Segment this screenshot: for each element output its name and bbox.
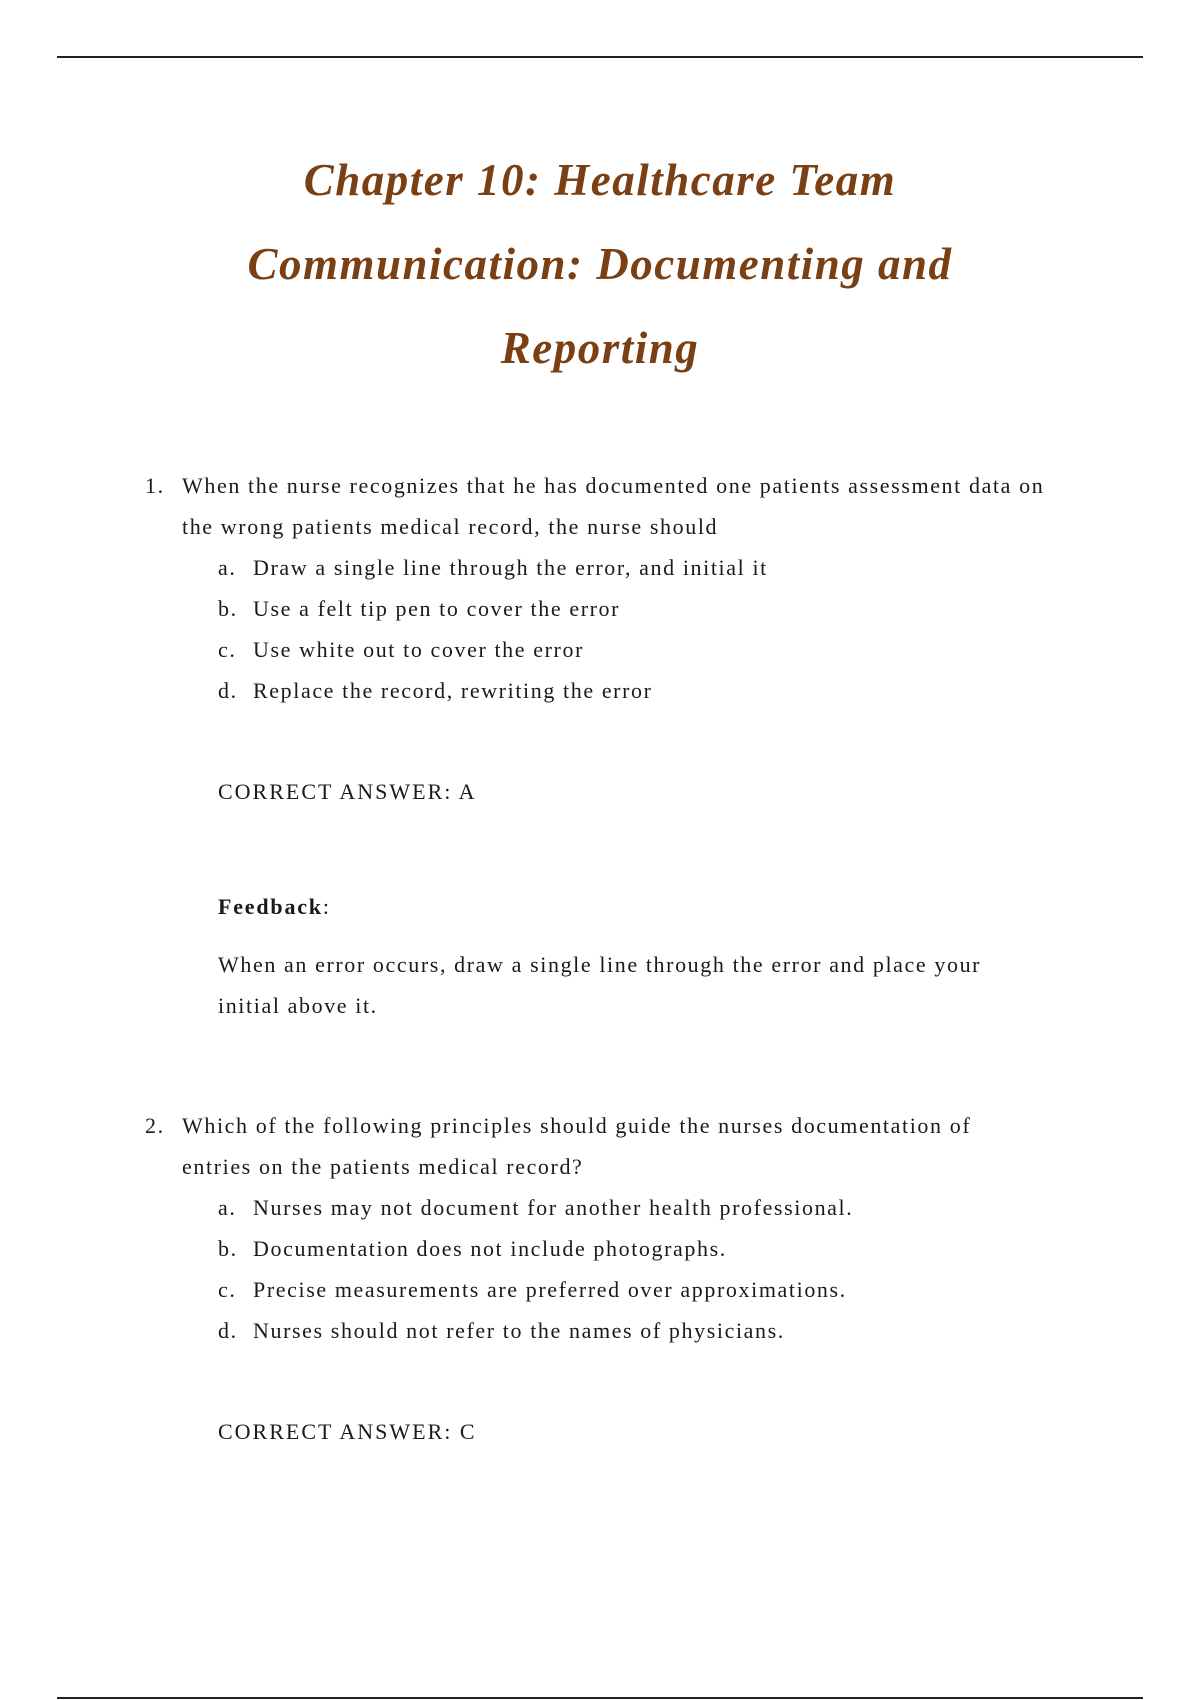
option-text: Precise measurements are preferred over approximations. xyxy=(253,1277,847,1302)
option-c xyxy=(145,1269,1045,1310)
option-a xyxy=(145,1187,1045,1228)
option-list xyxy=(145,1187,1045,1351)
header-rule xyxy=(57,56,1143,58)
correct-answer: CORRECT ANSWER: A xyxy=(218,779,477,804)
option-text: Documentation does not include photographs. xyxy=(253,1236,727,1261)
question-stem xyxy=(145,1105,1045,1187)
question-2 xyxy=(145,1105,1045,1452)
option-letter: c. xyxy=(218,637,237,662)
question-stem xyxy=(145,465,1045,547)
option-text: Nurses may not document for another health professional. xyxy=(253,1195,854,1220)
option-b xyxy=(145,588,1045,629)
feedback-colon: : xyxy=(322,894,331,919)
page-title xyxy=(180,138,1020,390)
option-list xyxy=(145,547,1045,711)
question-text: Which of the following principles should guide the nurses documentation of entries on the patients medical record? xyxy=(182,1113,972,1179)
option-text: Use white out to cover the error xyxy=(253,637,584,662)
feedback-text: When an error occurs, draw a single line through the error and place your initial above it. xyxy=(218,952,982,1018)
title-line-3: Reporting xyxy=(500,323,700,373)
feedback-label: Feedback xyxy=(218,894,323,919)
option-c xyxy=(145,629,1045,670)
title-line-2: Communication: Documenting and xyxy=(247,239,953,289)
option-text: Nurses should not refer to the names of physicians. xyxy=(253,1318,785,1343)
option-letter: d. xyxy=(218,678,238,703)
option-a xyxy=(145,547,1045,588)
option-d xyxy=(145,670,1045,711)
footer-rule xyxy=(57,1697,1143,1699)
option-letter: a. xyxy=(218,555,237,580)
option-letter: b. xyxy=(218,596,238,621)
question-number: 2. xyxy=(145,1113,165,1138)
question-text: When the nurse recognizes that he has documented one patients assessment data on the wrong patients medical record, the nurse should xyxy=(182,473,1045,539)
question-number: 1. xyxy=(145,473,165,498)
option-letter: a. xyxy=(218,1195,237,1220)
option-text: Draw a single line through the error, and initial it xyxy=(253,555,768,580)
question-1 xyxy=(145,465,1045,1026)
option-letter: d. xyxy=(218,1318,238,1343)
option-letter: b. xyxy=(218,1236,238,1261)
option-text: Replace the record, rewriting the error xyxy=(253,678,653,703)
feedback-heading xyxy=(145,886,1045,927)
option-letter: c. xyxy=(218,1277,237,1302)
title-line-1: Chapter 10: Healthcare Team xyxy=(303,155,897,205)
option-text: Use a felt tip pen to cover the error xyxy=(253,596,621,621)
option-d xyxy=(145,1310,1045,1351)
correct-answer: CORRECT ANSWER: C xyxy=(218,1419,477,1444)
option-b xyxy=(145,1228,1045,1269)
